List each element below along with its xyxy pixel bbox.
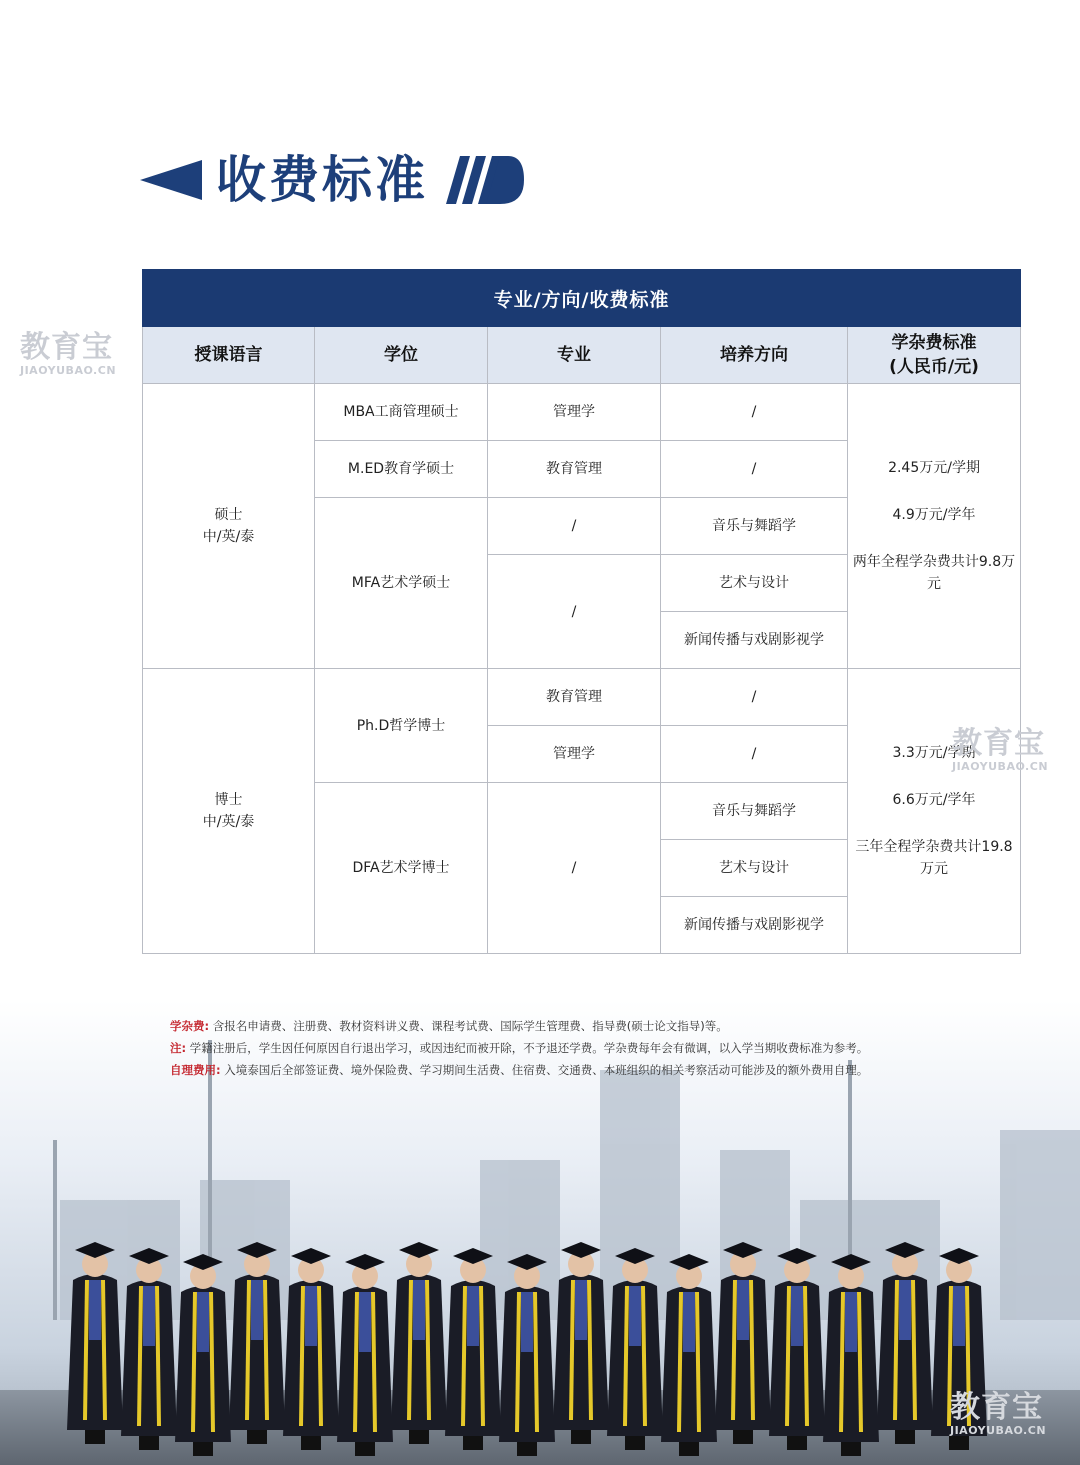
major-cell: /: [488, 498, 661, 555]
note-item: 学杂费: 含报名申请费、注册费、教材资料讲义费、课程考试费、国际学生管理费、指导费(硕士论文指导)等。: [170, 1019, 728, 1033]
major-cell: 管理学: [488, 726, 661, 783]
header-language: 授课语言: [143, 327, 315, 384]
major-cell: 教育管理: [488, 669, 661, 726]
watermark: 教育宝 JIAOYUBAO.CN: [952, 726, 1049, 773]
degree-dfa: DFA艺术学博士: [315, 783, 488, 954]
arrow-left-icon: [140, 160, 202, 200]
table-banner: 专业/方向/收费标准: [143, 270, 1021, 327]
watermark: 教育宝 JIAOYUBAO.CN: [950, 1390, 1047, 1437]
direction-cell: /: [661, 441, 848, 498]
watermark: 教育宝 JIAOYUBAO.CN: [20, 330, 117, 377]
doctor-language-cell: 博士 中/英/泰: [143, 669, 315, 954]
header-major: 专业: [488, 327, 661, 384]
direction-cell: 艺术与设计: [661, 840, 848, 897]
table-row: [143, 669, 1021, 726]
fee-table: [142, 269, 1021, 954]
degree-mba: MBA工商管理硕士: [315, 384, 488, 441]
header-fee: 学杂费标准 (人民币/元): [848, 327, 1021, 384]
major-cell: 管理学: [488, 384, 661, 441]
major-cell: /: [488, 555, 661, 669]
direction-cell: /: [661, 726, 848, 783]
direction-cell: 新闻传播与戏剧影视学: [661, 897, 848, 954]
fee-notes: [170, 1015, 1050, 1081]
major-cell: /: [488, 783, 661, 954]
master-fee-cell: 2.45万元/学期 4.9万元/学年 两年全程学杂费共计9.8万元: [848, 384, 1021, 669]
master-language-cell: 硕士 中/英/泰: [143, 384, 315, 669]
stripes-decoration-icon: [446, 156, 524, 204]
major-cell: 教育管理: [488, 441, 661, 498]
header-degree: 学位: [315, 327, 488, 384]
direction-cell: /: [661, 669, 848, 726]
doctor-fee-cell: 3.3万元/学期 6.6万元/学年 三年全程学杂费共计19.8万元: [848, 669, 1021, 954]
table-row: [143, 384, 1021, 441]
header-direction: 培养方向: [661, 327, 848, 384]
note-item: 自理费用: 入境泰国后全部签证费、境外保险费、学习期间生活费、住宿费、交通费、本班组织的相关考察活动可能涉及的额外费用自理。: [170, 1063, 869, 1077]
note-item: 注: 学籍注册后，学生因任何原因自行退出学习，或因违纪而被开除，不予退还学费。学杂费每年会有微调，以入学当期收费标准为参考。: [170, 1041, 869, 1055]
degree-phd: Ph.D哲学博士: [315, 669, 488, 783]
direction-cell: 音乐与舞蹈学: [661, 783, 848, 840]
direction-cell: 艺术与设计: [661, 555, 848, 612]
direction-cell: 音乐与舞蹈学: [661, 498, 848, 555]
page-title: 收费标准: [216, 151, 428, 209]
direction-cell: 新闻传播与戏剧影视学: [661, 612, 848, 669]
degree-med: M.ED教育学硕士: [315, 441, 488, 498]
direction-cell: /: [661, 384, 848, 441]
section-title: [140, 150, 540, 210]
degree-mfa: MFA艺术学硕士: [315, 498, 488, 669]
